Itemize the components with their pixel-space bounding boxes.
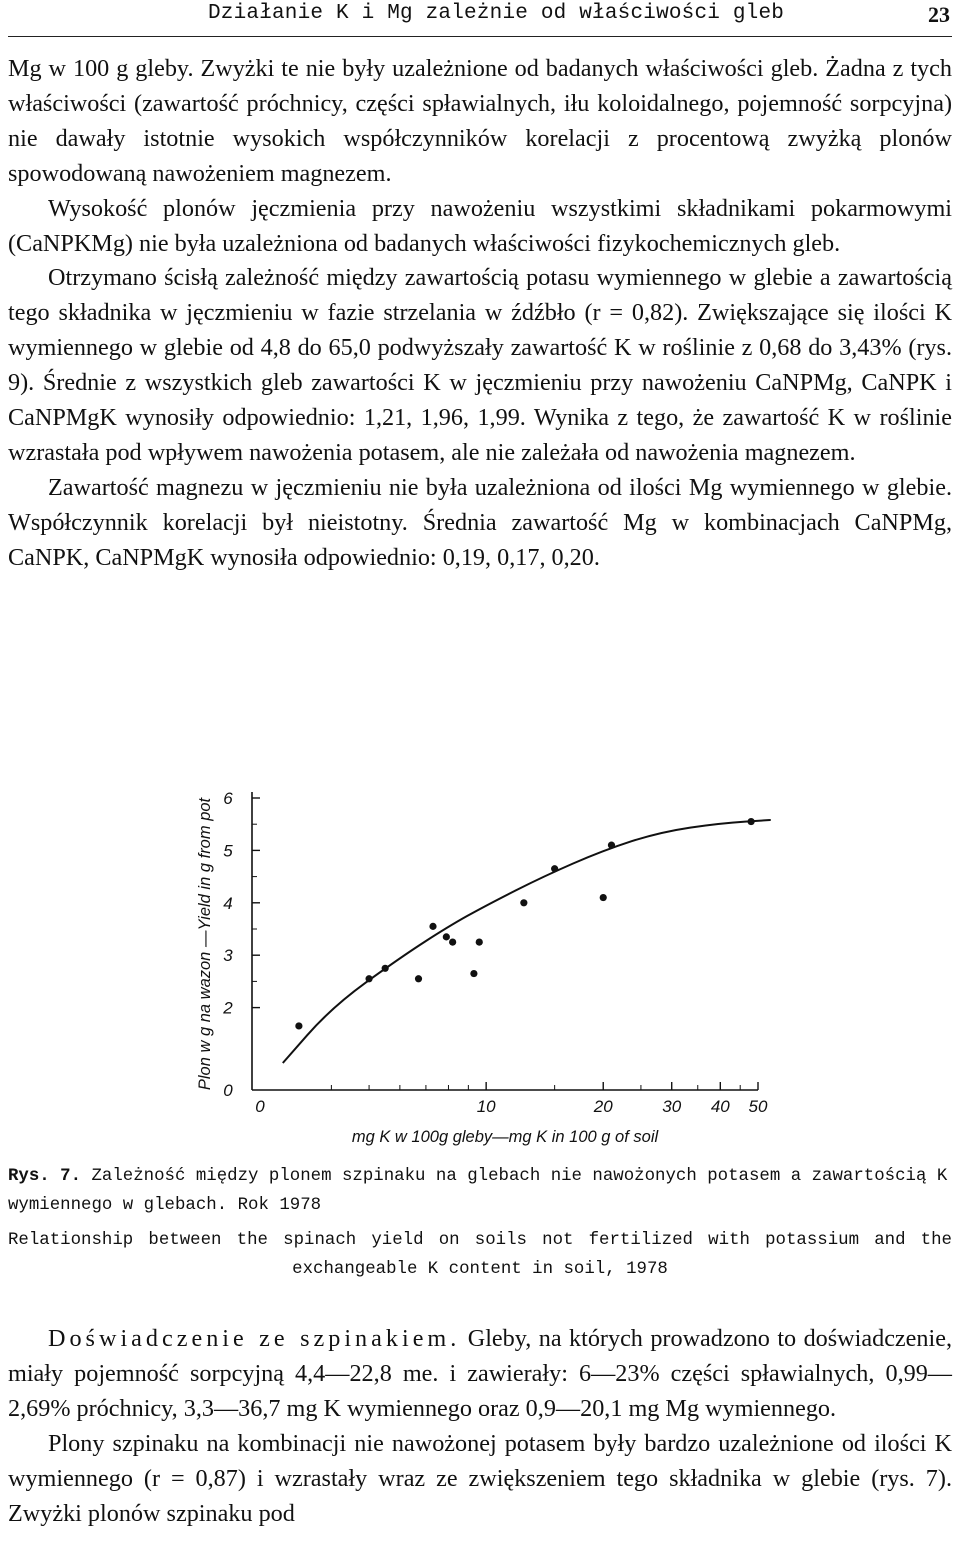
chart-trend-line: [283, 820, 770, 1063]
x-tick-label: 20: [593, 1097, 613, 1116]
data-point: [608, 842, 615, 849]
body-text-bottom: [8, 1322, 952, 1531]
y-tick-label: 2: [223, 998, 233, 1018]
chart-labels: [196, 789, 768, 1146]
data-point: [520, 899, 527, 906]
x-axis-title: mg K w 100g gleby—mg K in 100 g of soil: [351, 1128, 659, 1146]
data-point: [551, 865, 558, 872]
paragraph-text: Plony szpinaku na kombinacji nie nawożonej potasem były bardzo uzależnione od ilości K wymiennego (r = 0,87) i wzrastały wraz ze zwiększeniem tego składnika w glebie (rys. 7). Zwyżki plonów szpinaku pod: [8, 1429, 952, 1527]
chart-points: [295, 818, 754, 1030]
figure-captions: [8, 1162, 952, 1284]
page-number: 23: [928, 2, 950, 27]
data-point: [600, 894, 607, 901]
data-point: [295, 1022, 302, 1029]
scatter-chart: [0, 760, 960, 1160]
y-tick-label: 3: [223, 946, 233, 966]
caption-english: Relationship between the spinach yield on soils not fertilized with potassium and the exchangeable K content in soil, 1978: [8, 1231, 952, 1279]
y-tick-label: 0: [223, 1081, 233, 1100]
body-text-top: [8, 52, 952, 576]
x-tick-label: 10: [476, 1097, 496, 1116]
x-tick-label: 40: [710, 1097, 730, 1116]
paragraph: [8, 1427, 952, 1532]
y-axis-title: Plon w g na wazon —Yield in g from pot: [196, 797, 214, 1091]
data-point: [415, 975, 422, 982]
y-tick-label: 6: [223, 789, 233, 808]
paragraph: Wysokość plonów jęczmienia przy nawożeniu wszystkimi składnikami pokarmowymi (CaNPKMg) nie była uzależniona od badanych właściwości fizykochemicznych gleb.: [8, 194, 952, 257]
x-tick-label: 0: [255, 1097, 265, 1116]
data-point: [382, 965, 389, 972]
x-tick-label: 50: [748, 1097, 768, 1116]
paragraph: Zawartość magnezu w jęczmieniu nie była uzależniona od ilości Mg wymiennego w glebie. Współczynnik korelacji był nieistotny. Średnia zawartość Mg w kombinacjach CaNPMg, CaNPK, CaNPMgK wynosiła odpowiednio: 0,19, 0,17, 0,20.: [8, 473, 952, 571]
data-point: [470, 970, 477, 977]
chart-axes: [252, 792, 758, 1090]
data-point: [748, 818, 755, 825]
figure-7: [0, 760, 960, 1160]
caption-polish: [8, 1162, 952, 1220]
y-tick-label: 4: [223, 893, 233, 913]
section-lead: Doświadczenie ze szpinakiem.: [48, 1325, 461, 1352]
running-title: Działanie K i Mg zależnie od właściwości gleb: [208, 2, 785, 25]
x-tick-label: 30: [662, 1097, 682, 1116]
paragraph: Otrzymano ścisłą zależność między zawartością potasu wymiennego w glebie a zawartością tego składnika w jęczmieniu w fazie strzelania w źdźbło (r = 0,82). Zwiększające się ilości K wymiennego w glebie od 4,8 do 65,0 podwyższały zawartość K w roślinie z 0,68 do 3,43% (rys. 9). Średnie z wszystkich gleb zawartości K w jęczmieniu przy nawożeniu CaNPMg, CaNPK i CaNPMgK wynosiły odpowiednio: 1,21, 1,96, 1,99. Wynika z tego, że zawartość K w roślinie wzrastała pod wpływem nawożenia potasem, ale nie zależała od nawożenia magnezem.: [8, 264, 952, 466]
paragraph-text: Gleby, na których prowadzono to doświadczenie, miały pojemność sorpcyjną 4,4—22,8 me. i zawierały: 6—23% części spławialnych, 0,99—2,69% próchnicy, 3,3—36,7 mg K wymiennego oraz 0,9—20,1 mg Mg wymiennego.: [8, 1325, 953, 1422]
running-header: [8, 0, 952, 37]
trend-curve: [283, 820, 770, 1063]
paragraph: Mg w 100 g gleby. Zwyżki te nie były uzależnione od badanych właściwości gleb. Żadna z tych właściwości (zawartość próchnicy, części spławialnych, iłu koloidalnego, pojemność sorpcyjna) nie dawały istotnie wysokich współczynników korelacji z procentową zwyżką plonów spowodowaną nawożeniem magnezem.: [8, 55, 952, 187]
paragraph: [8, 1322, 952, 1427]
data-point: [429, 923, 436, 930]
caption-label: Rys. 7.: [8, 1167, 82, 1186]
y-tick-label: 5: [223, 841, 233, 861]
data-point: [449, 939, 456, 946]
data-point: [365, 975, 372, 982]
data-point: [443, 933, 450, 940]
data-point: [476, 939, 483, 946]
caption-polish-text: Zależność między plonem szpinaku na glebach nie nawożonych potasem a zawartością K wymiennego w glebach. Rok 1978: [8, 1167, 948, 1215]
